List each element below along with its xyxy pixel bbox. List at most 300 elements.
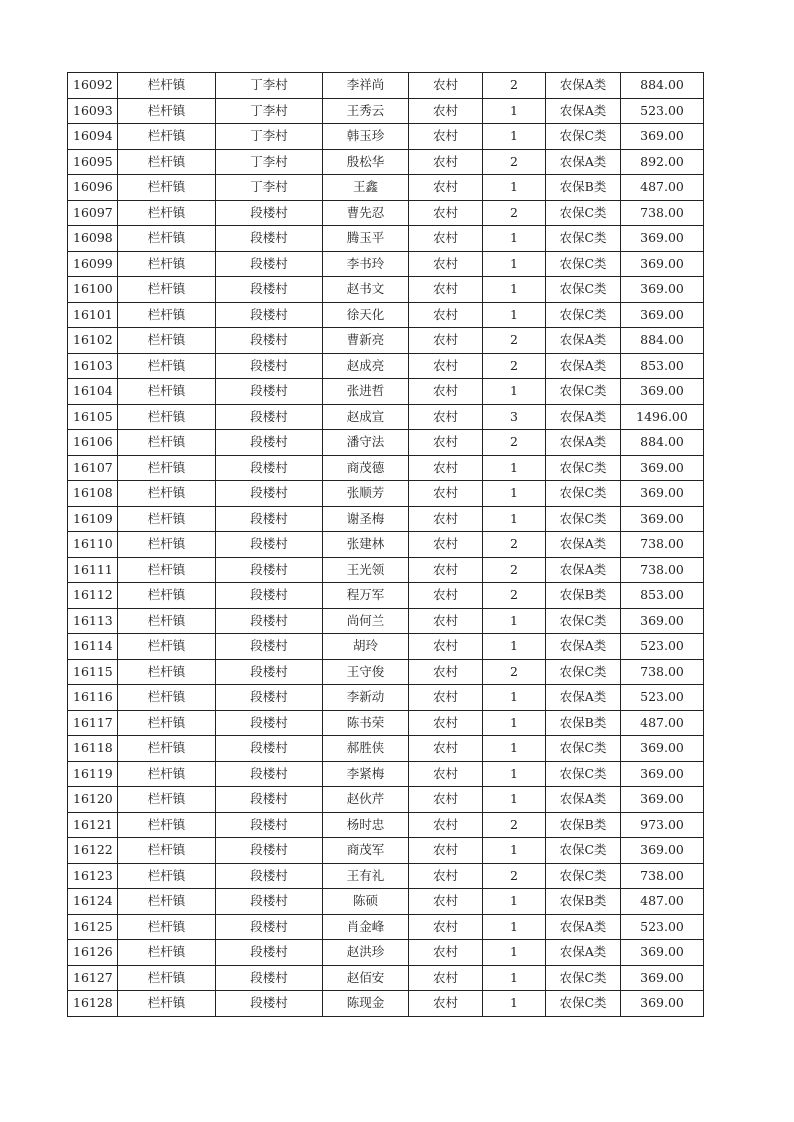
insurance-category-cell: 农保C类 [546, 608, 621, 634]
insurance-category-cell: 农保C类 [546, 455, 621, 481]
table-row [68, 124, 704, 150]
table-row [68, 455, 704, 481]
row-id-cell: 16098 [68, 226, 118, 252]
household-type-cell: 农村 [409, 532, 483, 558]
town-cell: 栏杆镇 [118, 583, 216, 609]
name-cell: 赵伙芹 [323, 787, 409, 813]
amount-cell: 369.00 [621, 379, 704, 405]
village-cell: 段楼村 [216, 940, 323, 966]
name-cell: 曹先忍 [323, 200, 409, 226]
amount-cell: 369.00 [621, 124, 704, 150]
table-row [68, 175, 704, 201]
table-row [68, 710, 704, 736]
row-id-cell: 16102 [68, 328, 118, 354]
member-count-cell: 1 [483, 251, 546, 277]
name-cell: 杨时忠 [323, 812, 409, 838]
row-id-cell: 16106 [68, 430, 118, 456]
member-count-cell: 1 [483, 685, 546, 711]
member-count-cell: 1 [483, 175, 546, 201]
row-id-cell: 16122 [68, 838, 118, 864]
amount-cell: 523.00 [621, 685, 704, 711]
amount-cell: 369.00 [621, 991, 704, 1017]
insurance-category-cell: 农保C类 [546, 863, 621, 889]
insurance-category-cell: 农保A类 [546, 149, 621, 175]
insurance-category-cell: 农保C类 [546, 506, 621, 532]
village-cell: 段楼村 [216, 914, 323, 940]
table-row [68, 787, 704, 813]
member-count-cell: 2 [483, 812, 546, 838]
insurance-category-cell: 农保A类 [546, 404, 621, 430]
name-cell: 商茂德 [323, 455, 409, 481]
household-type-cell: 农村 [409, 863, 483, 889]
member-count-cell: 1 [483, 991, 546, 1017]
table-row [68, 226, 704, 252]
household-type-cell: 农村 [409, 761, 483, 787]
household-type-cell: 农村 [409, 608, 483, 634]
village-cell: 段楼村 [216, 965, 323, 991]
town-cell: 栏杆镇 [118, 302, 216, 328]
village-cell: 段楼村 [216, 226, 323, 252]
table-row [68, 379, 704, 405]
row-id-cell: 16095 [68, 149, 118, 175]
amount-cell: 369.00 [621, 455, 704, 481]
member-count-cell: 1 [483, 787, 546, 813]
town-cell: 栏杆镇 [118, 404, 216, 430]
village-cell: 段楼村 [216, 506, 323, 532]
table-row [68, 914, 704, 940]
amount-cell: 369.00 [621, 838, 704, 864]
insurance-category-cell: 农保A类 [546, 940, 621, 966]
member-count-cell: 1 [483, 124, 546, 150]
village-cell: 段楼村 [216, 659, 323, 685]
household-type-cell: 农村 [409, 455, 483, 481]
village-cell: 段楼村 [216, 991, 323, 1017]
town-cell: 栏杆镇 [118, 328, 216, 354]
insurance-category-cell: 农保A类 [546, 557, 621, 583]
table-row [68, 302, 704, 328]
row-id-cell: 16125 [68, 914, 118, 940]
member-count-cell: 2 [483, 583, 546, 609]
roster-table [67, 72, 704, 1017]
town-cell: 栏杆镇 [118, 889, 216, 915]
name-cell: 赵书文 [323, 277, 409, 303]
row-id-cell: 16100 [68, 277, 118, 303]
member-count-cell: 1 [483, 98, 546, 124]
member-count-cell: 1 [483, 761, 546, 787]
name-cell: 陈现金 [323, 991, 409, 1017]
row-id-cell: 16114 [68, 634, 118, 660]
name-cell: 李紧梅 [323, 761, 409, 787]
household-type-cell: 农村 [409, 506, 483, 532]
roster-body [68, 73, 704, 1017]
village-cell: 段楼村 [216, 404, 323, 430]
village-cell: 段楼村 [216, 685, 323, 711]
amount-cell: 369.00 [621, 608, 704, 634]
row-id-cell: 16110 [68, 532, 118, 558]
village-cell: 段楼村 [216, 455, 323, 481]
member-count-cell: 2 [483, 863, 546, 889]
amount-cell: 369.00 [621, 736, 704, 762]
member-count-cell: 1 [483, 608, 546, 634]
table-row [68, 73, 704, 99]
village-cell: 段楼村 [216, 302, 323, 328]
town-cell: 栏杆镇 [118, 98, 216, 124]
village-cell: 段楼村 [216, 787, 323, 813]
insurance-category-cell: 农保B类 [546, 812, 621, 838]
member-count-cell: 1 [483, 481, 546, 507]
household-type-cell: 农村 [409, 991, 483, 1017]
amount-cell: 738.00 [621, 557, 704, 583]
household-type-cell: 农村 [409, 277, 483, 303]
town-cell: 栏杆镇 [118, 481, 216, 507]
table-row [68, 608, 704, 634]
table-row [68, 328, 704, 354]
name-cell: 李书玲 [323, 251, 409, 277]
household-type-cell: 农村 [409, 98, 483, 124]
village-cell: 段楼村 [216, 634, 323, 660]
village-cell: 段楼村 [216, 328, 323, 354]
member-count-cell: 1 [483, 506, 546, 532]
amount-cell: 487.00 [621, 710, 704, 736]
household-type-cell: 农村 [409, 940, 483, 966]
household-type-cell: 农村 [409, 73, 483, 99]
member-count-cell: 2 [483, 149, 546, 175]
name-cell: 胡玲 [323, 634, 409, 660]
member-count-cell: 1 [483, 838, 546, 864]
name-cell: 尚何兰 [323, 608, 409, 634]
amount-cell: 369.00 [621, 226, 704, 252]
member-count-cell: 2 [483, 200, 546, 226]
name-cell: 李祥尚 [323, 73, 409, 99]
town-cell: 栏杆镇 [118, 200, 216, 226]
insurance-category-cell: 农保B类 [546, 583, 621, 609]
amount-cell: 1496.00 [621, 404, 704, 430]
row-id-cell: 16113 [68, 608, 118, 634]
household-type-cell: 农村 [409, 710, 483, 736]
town-cell: 栏杆镇 [118, 838, 216, 864]
household-type-cell: 农村 [409, 557, 483, 583]
town-cell: 栏杆镇 [118, 761, 216, 787]
member-count-cell: 1 [483, 226, 546, 252]
insurance-category-cell: 农保A类 [546, 532, 621, 558]
town-cell: 栏杆镇 [118, 965, 216, 991]
name-cell: 韩玉珍 [323, 124, 409, 150]
household-type-cell: 农村 [409, 226, 483, 252]
town-cell: 栏杆镇 [118, 634, 216, 660]
row-id-cell: 16128 [68, 991, 118, 1017]
town-cell: 栏杆镇 [118, 124, 216, 150]
household-type-cell: 农村 [409, 914, 483, 940]
table-row [68, 200, 704, 226]
town-cell: 栏杆镇 [118, 455, 216, 481]
village-cell: 段楼村 [216, 889, 323, 915]
town-cell: 栏杆镇 [118, 659, 216, 685]
table-row [68, 404, 704, 430]
insurance-category-cell: 农保B类 [546, 175, 621, 201]
table-row [68, 812, 704, 838]
insurance-category-cell: 农保A类 [546, 328, 621, 354]
row-id-cell: 16107 [68, 455, 118, 481]
village-cell: 段楼村 [216, 200, 323, 226]
row-id-cell: 16104 [68, 379, 118, 405]
table-row [68, 583, 704, 609]
household-type-cell: 农村 [409, 175, 483, 201]
table-row [68, 98, 704, 124]
row-id-cell: 16097 [68, 200, 118, 226]
member-count-cell: 2 [483, 430, 546, 456]
row-id-cell: 16101 [68, 302, 118, 328]
row-id-cell: 16109 [68, 506, 118, 532]
name-cell: 赵佰安 [323, 965, 409, 991]
table-row [68, 940, 704, 966]
insurance-category-cell: 农保C类 [546, 481, 621, 507]
village-cell: 段楼村 [216, 532, 323, 558]
household-type-cell: 农村 [409, 583, 483, 609]
name-cell: 程万军 [323, 583, 409, 609]
row-id-cell: 16119 [68, 761, 118, 787]
table-row [68, 506, 704, 532]
town-cell: 栏杆镇 [118, 506, 216, 532]
village-cell: 段楼村 [216, 481, 323, 507]
row-id-cell: 16123 [68, 863, 118, 889]
town-cell: 栏杆镇 [118, 226, 216, 252]
insurance-category-cell: 农保C类 [546, 736, 621, 762]
row-id-cell: 16124 [68, 889, 118, 915]
row-id-cell: 16111 [68, 557, 118, 583]
town-cell: 栏杆镇 [118, 175, 216, 201]
village-cell: 段楼村 [216, 583, 323, 609]
household-type-cell: 农村 [409, 812, 483, 838]
insurance-category-cell: 农保C类 [546, 124, 621, 150]
household-type-cell: 农村 [409, 965, 483, 991]
row-id-cell: 16093 [68, 98, 118, 124]
village-cell: 丁李村 [216, 175, 323, 201]
name-cell: 王光领 [323, 557, 409, 583]
amount-cell: 884.00 [621, 430, 704, 456]
member-count-cell: 2 [483, 557, 546, 583]
row-id-cell: 16099 [68, 251, 118, 277]
amount-cell: 369.00 [621, 481, 704, 507]
insurance-category-cell: 农保C类 [546, 991, 621, 1017]
row-id-cell: 16092 [68, 73, 118, 99]
insurance-category-cell: 农保C类 [546, 251, 621, 277]
household-type-cell: 农村 [409, 353, 483, 379]
amount-cell: 738.00 [621, 863, 704, 889]
member-count-cell: 1 [483, 455, 546, 481]
amount-cell: 523.00 [621, 914, 704, 940]
amount-cell: 738.00 [621, 532, 704, 558]
village-cell: 丁李村 [216, 124, 323, 150]
row-id-cell: 16112 [68, 583, 118, 609]
town-cell: 栏杆镇 [118, 812, 216, 838]
name-cell: 曹新亮 [323, 328, 409, 354]
table-row [68, 991, 704, 1017]
amount-cell: 369.00 [621, 302, 704, 328]
insurance-category-cell: 农保C类 [546, 200, 621, 226]
household-type-cell: 农村 [409, 787, 483, 813]
member-count-cell: 1 [483, 634, 546, 660]
insurance-category-cell: 农保C类 [546, 761, 621, 787]
household-type-cell: 农村 [409, 149, 483, 175]
name-cell: 张顺芳 [323, 481, 409, 507]
amount-cell: 369.00 [621, 506, 704, 532]
amount-cell: 884.00 [621, 328, 704, 354]
table-row [68, 481, 704, 507]
village-cell: 段楼村 [216, 736, 323, 762]
table-row [68, 353, 704, 379]
town-cell: 栏杆镇 [118, 710, 216, 736]
row-id-cell: 16118 [68, 736, 118, 762]
town-cell: 栏杆镇 [118, 353, 216, 379]
town-cell: 栏杆镇 [118, 251, 216, 277]
household-type-cell: 农村 [409, 481, 483, 507]
town-cell: 栏杆镇 [118, 685, 216, 711]
member-count-cell: 1 [483, 940, 546, 966]
row-id-cell: 16115 [68, 659, 118, 685]
household-type-cell: 农村 [409, 302, 483, 328]
table-row [68, 251, 704, 277]
household-type-cell: 农村 [409, 659, 483, 685]
town-cell: 栏杆镇 [118, 608, 216, 634]
member-count-cell: 1 [483, 277, 546, 303]
row-id-cell: 16126 [68, 940, 118, 966]
amount-cell: 369.00 [621, 251, 704, 277]
member-count-cell: 1 [483, 379, 546, 405]
town-cell: 栏杆镇 [118, 863, 216, 889]
name-cell: 商茂军 [323, 838, 409, 864]
member-count-cell: 2 [483, 353, 546, 379]
name-cell: 陈硕 [323, 889, 409, 915]
member-count-cell: 2 [483, 532, 546, 558]
insurance-category-cell: 农保B类 [546, 889, 621, 915]
town-cell: 栏杆镇 [118, 991, 216, 1017]
name-cell: 腾玉平 [323, 226, 409, 252]
household-type-cell: 农村 [409, 430, 483, 456]
member-count-cell: 2 [483, 659, 546, 685]
village-cell: 段楼村 [216, 379, 323, 405]
member-count-cell: 2 [483, 328, 546, 354]
town-cell: 栏杆镇 [118, 73, 216, 99]
household-type-cell: 农村 [409, 124, 483, 150]
row-id-cell: 16117 [68, 710, 118, 736]
insurance-category-cell: 农保A类 [546, 73, 621, 99]
town-cell: 栏杆镇 [118, 277, 216, 303]
amount-cell: 369.00 [621, 940, 704, 966]
town-cell: 栏杆镇 [118, 940, 216, 966]
household-type-cell: 农村 [409, 736, 483, 762]
member-count-cell: 1 [483, 302, 546, 328]
name-cell: 王守俊 [323, 659, 409, 685]
amount-cell: 487.00 [621, 175, 704, 201]
member-count-cell: 3 [483, 404, 546, 430]
village-cell: 丁李村 [216, 149, 323, 175]
town-cell: 栏杆镇 [118, 736, 216, 762]
name-cell: 王鑫 [323, 175, 409, 201]
table-row [68, 532, 704, 558]
insurance-category-cell: 农保C类 [546, 965, 621, 991]
amount-cell: 884.00 [621, 73, 704, 99]
insurance-category-cell: 农保A类 [546, 787, 621, 813]
name-cell: 郝胜侠 [323, 736, 409, 762]
village-cell: 段楼村 [216, 277, 323, 303]
household-type-cell: 农村 [409, 838, 483, 864]
village-cell: 段楼村 [216, 557, 323, 583]
name-cell: 张建林 [323, 532, 409, 558]
town-cell: 栏杆镇 [118, 149, 216, 175]
name-cell: 赵成亮 [323, 353, 409, 379]
name-cell: 王有礼 [323, 863, 409, 889]
table-row [68, 685, 704, 711]
village-cell: 段楼村 [216, 863, 323, 889]
village-cell: 丁李村 [216, 98, 323, 124]
member-count-cell: 2 [483, 73, 546, 99]
member-count-cell: 1 [483, 710, 546, 736]
town-cell: 栏杆镇 [118, 914, 216, 940]
insurance-category-cell: 农保A类 [546, 353, 621, 379]
row-id-cell: 16108 [68, 481, 118, 507]
member-count-cell: 1 [483, 914, 546, 940]
row-id-cell: 16094 [68, 124, 118, 150]
amount-cell: 369.00 [621, 761, 704, 787]
village-cell: 段楼村 [216, 353, 323, 379]
insurance-category-cell: 农保C类 [546, 659, 621, 685]
table-row [68, 863, 704, 889]
amount-cell: 369.00 [621, 965, 704, 991]
insurance-category-cell: 农保B类 [546, 710, 621, 736]
town-cell: 栏杆镇 [118, 379, 216, 405]
amount-cell: 853.00 [621, 583, 704, 609]
insurance-category-cell: 农保A类 [546, 685, 621, 711]
household-type-cell: 农村 [409, 251, 483, 277]
table-row [68, 659, 704, 685]
row-id-cell: 16105 [68, 404, 118, 430]
insurance-category-cell: 农保C类 [546, 379, 621, 405]
name-cell: 殷松华 [323, 149, 409, 175]
village-cell: 段楼村 [216, 608, 323, 634]
amount-cell: 369.00 [621, 787, 704, 813]
table-row [68, 965, 704, 991]
name-cell: 李新动 [323, 685, 409, 711]
amount-cell: 738.00 [621, 659, 704, 685]
insurance-category-cell: 农保C类 [546, 277, 621, 303]
table-row [68, 889, 704, 915]
row-id-cell: 16127 [68, 965, 118, 991]
amount-cell: 853.00 [621, 353, 704, 379]
table-row [68, 634, 704, 660]
name-cell: 赵成宣 [323, 404, 409, 430]
row-id-cell: 16116 [68, 685, 118, 711]
row-id-cell: 16121 [68, 812, 118, 838]
town-cell: 栏杆镇 [118, 430, 216, 456]
village-cell: 段楼村 [216, 761, 323, 787]
household-type-cell: 农村 [409, 328, 483, 354]
table-row [68, 149, 704, 175]
village-cell: 段楼村 [216, 812, 323, 838]
table-row [68, 277, 704, 303]
insurance-category-cell: 农保C类 [546, 838, 621, 864]
insurance-category-cell: 农保C类 [546, 302, 621, 328]
village-cell: 段楼村 [216, 251, 323, 277]
table-row [68, 736, 704, 762]
amount-cell: 738.00 [621, 200, 704, 226]
member-count-cell: 1 [483, 889, 546, 915]
insurance-category-cell: 农保A类 [546, 634, 621, 660]
table-row [68, 430, 704, 456]
village-cell: 段楼村 [216, 838, 323, 864]
name-cell: 徐天化 [323, 302, 409, 328]
household-type-cell: 农村 [409, 379, 483, 405]
name-cell: 王秀云 [323, 98, 409, 124]
